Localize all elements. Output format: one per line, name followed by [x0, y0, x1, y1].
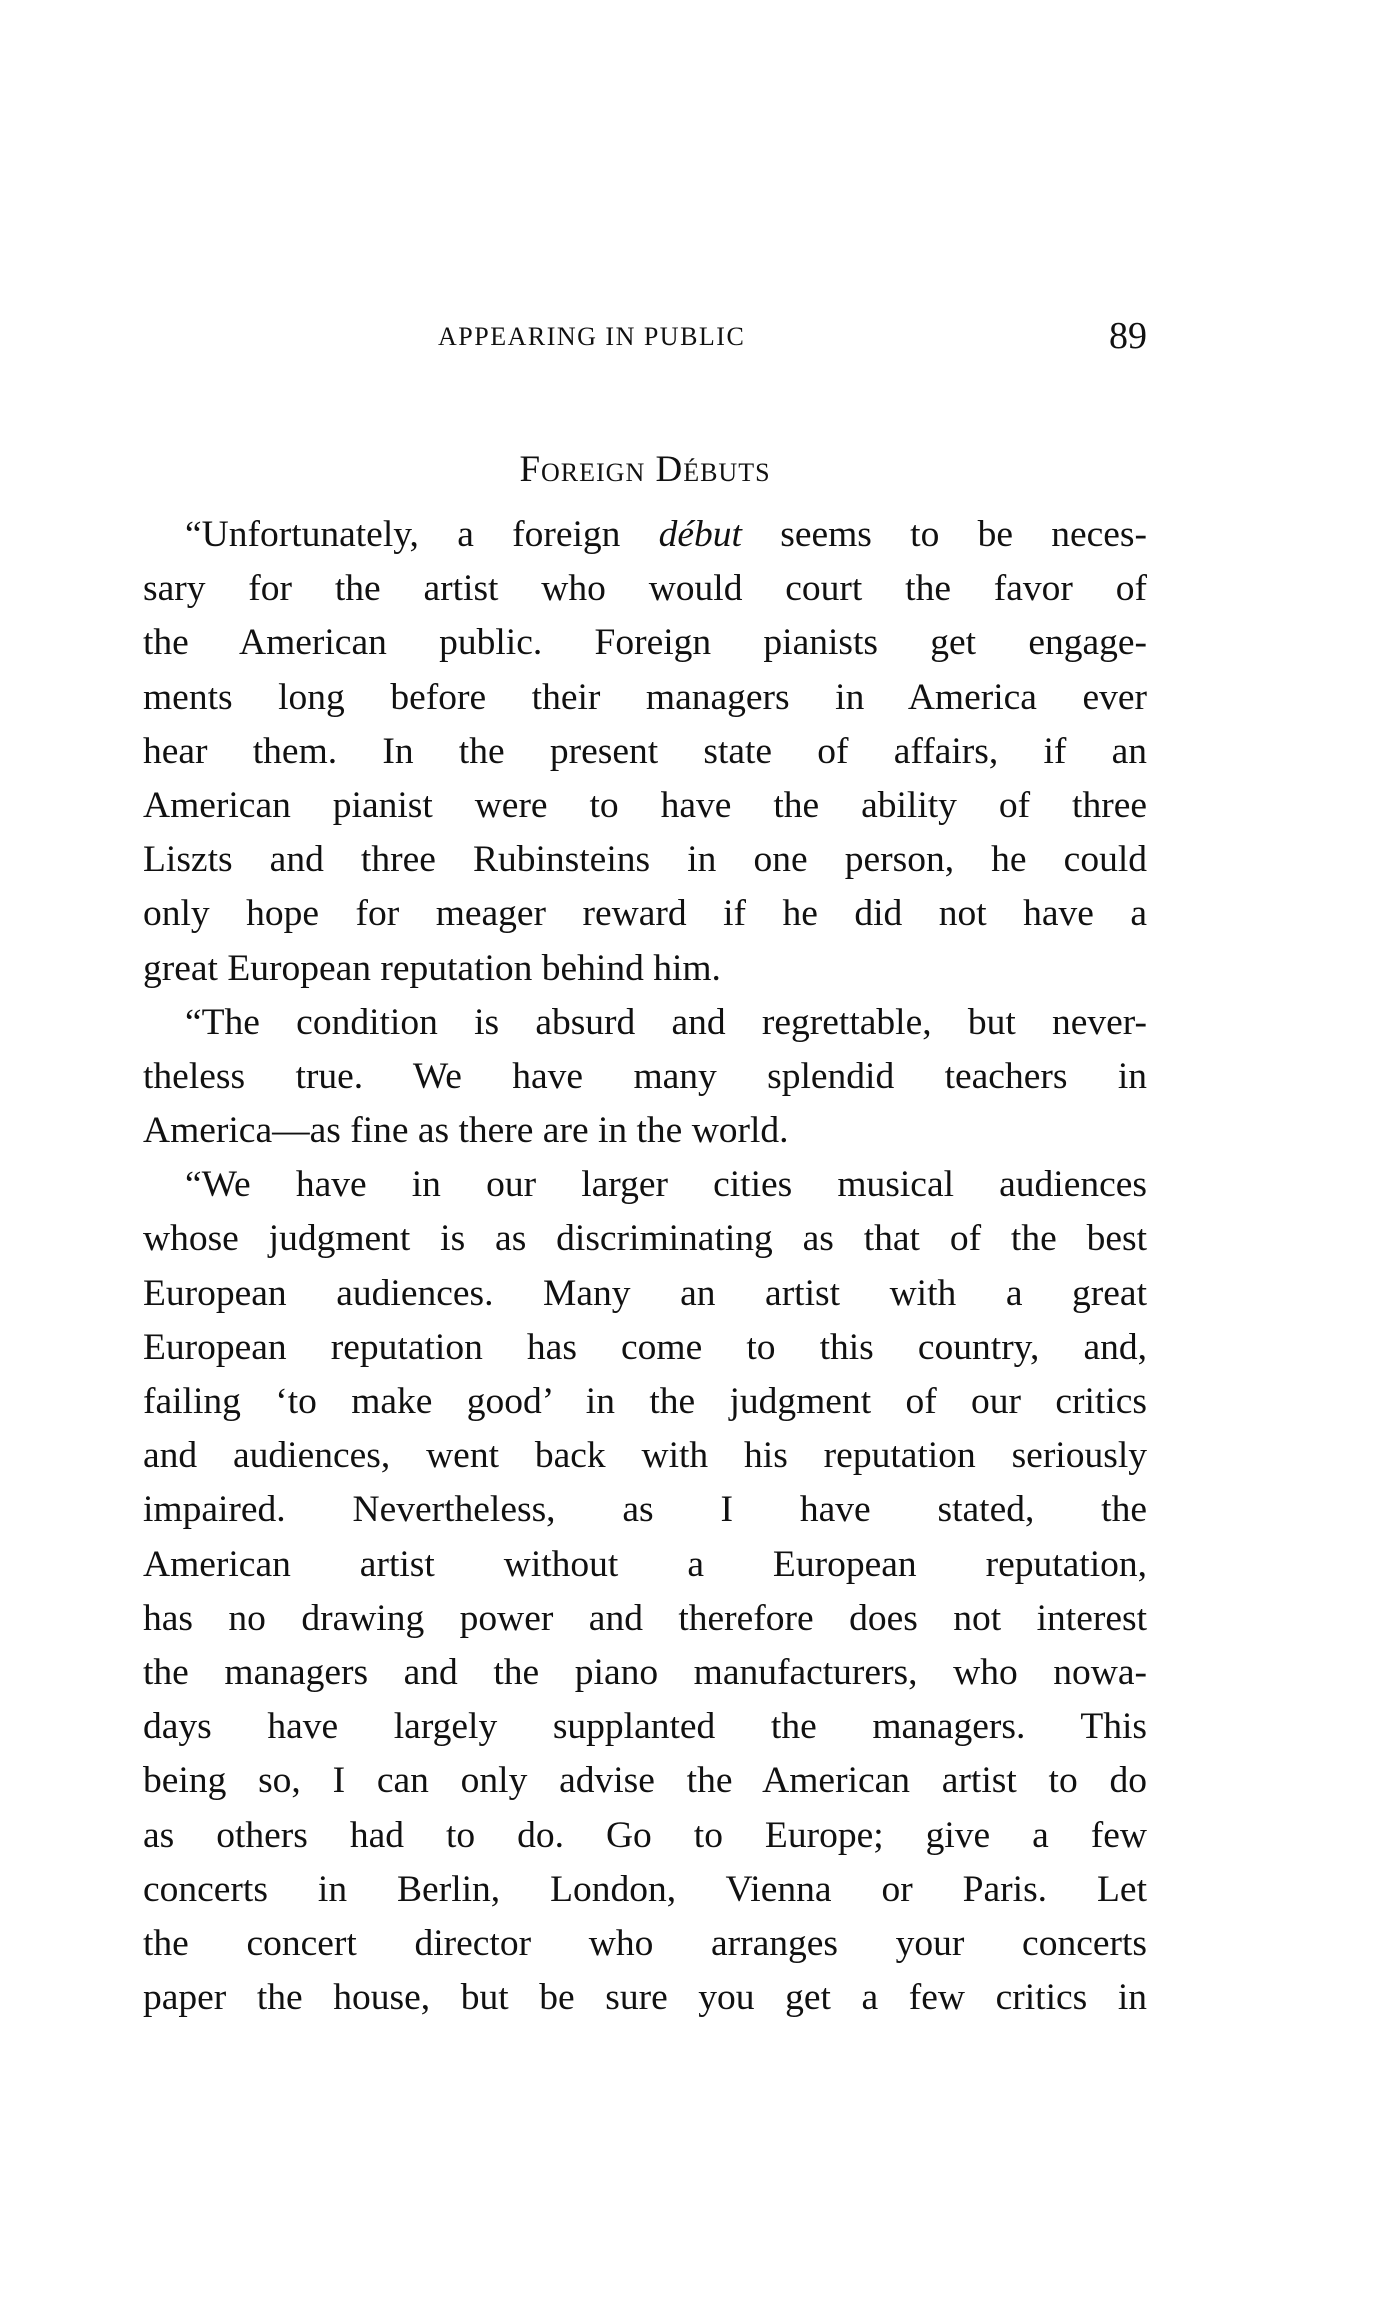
text-line: paper the house, but be sure you get a few critics in — [143, 1977, 1147, 2019]
body-text — [143, 508, 1147, 2025]
text-line: American artist without a European reputation, — [143, 1543, 1147, 1585]
text-line: concerts in Berlin, London, Vienna or Paris. Let — [143, 1868, 1147, 1910]
text-line: theless true. We have many splendid teachers in — [143, 1055, 1147, 1097]
text-line: great European reputation behind him. — [143, 947, 721, 989]
text-line: and audiences, went back with his reputation seriously — [143, 1435, 1147, 1477]
text-line: “Unfortunately, a foreign début seems to be neces- — [185, 514, 1147, 555]
text-line: has no drawing power and therefore does not interest — [143, 1597, 1147, 1639]
text-line: European audiences. Many an artist with a great — [143, 1272, 1147, 1314]
text-line: European reputation has come to this country, and, — [143, 1326, 1147, 1368]
text-line: being so, I can only advise the American artist to do — [143, 1760, 1147, 1802]
text-line: impaired. Nevertheless, as I have stated, the — [143, 1489, 1147, 1531]
italic-word: début — [658, 514, 742, 555]
text-line: sary for the artist who would court the favor of — [143, 568, 1147, 610]
text-line: “We have in our larger cities musical audiences — [185, 1164, 1147, 1206]
text-line: ments long before their managers in America ever — [143, 676, 1147, 718]
text-line: America—as fine as there are in the world. — [143, 1110, 789, 1152]
text-line: whose judgment is as discriminating as that of the best — [143, 1218, 1147, 1260]
text-line: American pianist were to have the ability of three — [143, 784, 1147, 826]
text-line: the managers and the piano manufacturers, who nowa- — [143, 1651, 1147, 1693]
text-line: the American public. Foreign pianists get engage- — [143, 622, 1147, 664]
text-line: days have largely supplanted the managers. This — [143, 1706, 1147, 1748]
text-line: Liszts and three Rubinsteins in one person, he could — [143, 839, 1147, 881]
text-line: as others had to do. Go to Europe; give a few — [143, 1814, 1147, 1856]
text-line: hear them. In the present state of affairs, if an — [143, 730, 1147, 772]
text-line: only hope for meager reward if he did not have a — [143, 893, 1147, 935]
text-line: “The condition is absurd and regrettable, but never- — [185, 1001, 1147, 1043]
running-title: APPEARING IN PUBLIC — [438, 322, 746, 351]
text-line: the concert director who arranges your concerts — [143, 1922, 1147, 1964]
page-number: 89 — [1109, 315, 1147, 357]
running-head — [143, 315, 1147, 358]
text-line: failing ‘to make good’ in the judgment of our critics — [143, 1381, 1147, 1422]
section-title: Foreign Débuts — [519, 449, 771, 490]
